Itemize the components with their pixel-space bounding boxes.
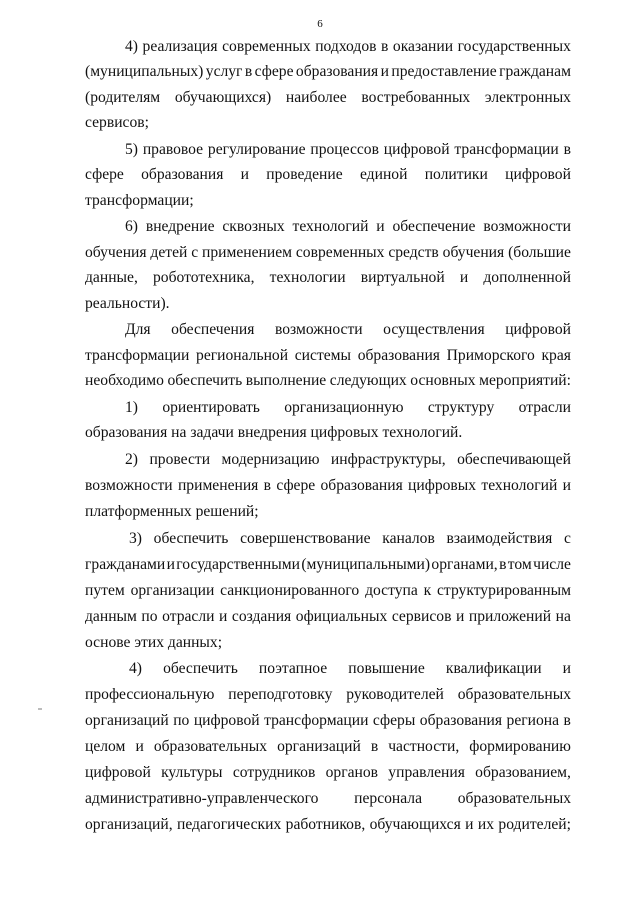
text-line: организаций по цифровой трансформации сферы образования региона в (85, 712, 571, 729)
text-line: 4) реализация современных подходов в оказании государственных (125, 38, 571, 55)
text-line: цифровой культуры сотрудников органов управления образованием, (85, 764, 571, 781)
text-line: организаций, педагогических работников, обучающихся и их родителей; (85, 816, 571, 833)
text-line: (муниципальных) услуг в сфере образования и предоставление гражданам (85, 63, 571, 80)
text-line: Для обеспечения возможности осуществления цифровой (125, 321, 571, 338)
margin-mark (38, 708, 42, 710)
text-line: путем организации санкционированного доступа к структурированным (85, 582, 571, 599)
text-line: 5) правовое регулирование процессов цифровой трансформации в (125, 141, 571, 158)
text-line: возможности применения в сфере образования цифровых технологий и (85, 477, 571, 494)
text-line: данные, робототехника, технологии виртуальной и дополненной (85, 269, 571, 286)
text-line: основе этих данных; (85, 634, 223, 651)
text-line: 1) ориентировать организационную структуру отрасли (125, 399, 571, 416)
text-line: сервисов; (85, 114, 149, 131)
page-number: 6 (317, 18, 323, 30)
text-line: трансформации региональной системы образования Приморского края (85, 347, 571, 364)
text-line: 4) обеспечить поэтапное повышение квалификации и (129, 660, 571, 677)
text-line: гражданами и государственными (муниципальными) органами, в том числе (85, 556, 571, 573)
text-line: необходимо обеспечить выполнение следующих основных мероприятий: (85, 372, 571, 389)
text-line: обучения детей с применением современных средств обучения (большие (85, 244, 571, 261)
text-line: реальности). (85, 295, 170, 312)
text-line: образования на задачи внедрения цифровых технологий. (85, 424, 463, 441)
text-line: административно-управленческого персонала образовательных (85, 790, 571, 807)
text-line: 6) внедрение сквозных технологий и обеспечение возможности (125, 218, 571, 235)
text-line: (родителям обучающихся) наиболее востребованных электронных (85, 89, 571, 106)
text-line: 3) обеспечить совершенствование каналов взаимодействия с (129, 530, 571, 547)
text-line: данным по отрасли и создания официальных сервисов и приложений на (85, 608, 571, 625)
text-line: 2) провести модернизацию инфраструктуры, обеспечивающей (125, 451, 571, 468)
text-line: сфере образования и проведение единой политики цифровой (85, 166, 571, 183)
text-line: профессиональную переподготовку руководителей образовательных (85, 686, 571, 703)
text-line: целом и образовательных организаций в частности, формированию (85, 738, 571, 755)
text-line: платформенных решений; (85, 503, 259, 520)
text-line: трансформации; (85, 192, 194, 209)
